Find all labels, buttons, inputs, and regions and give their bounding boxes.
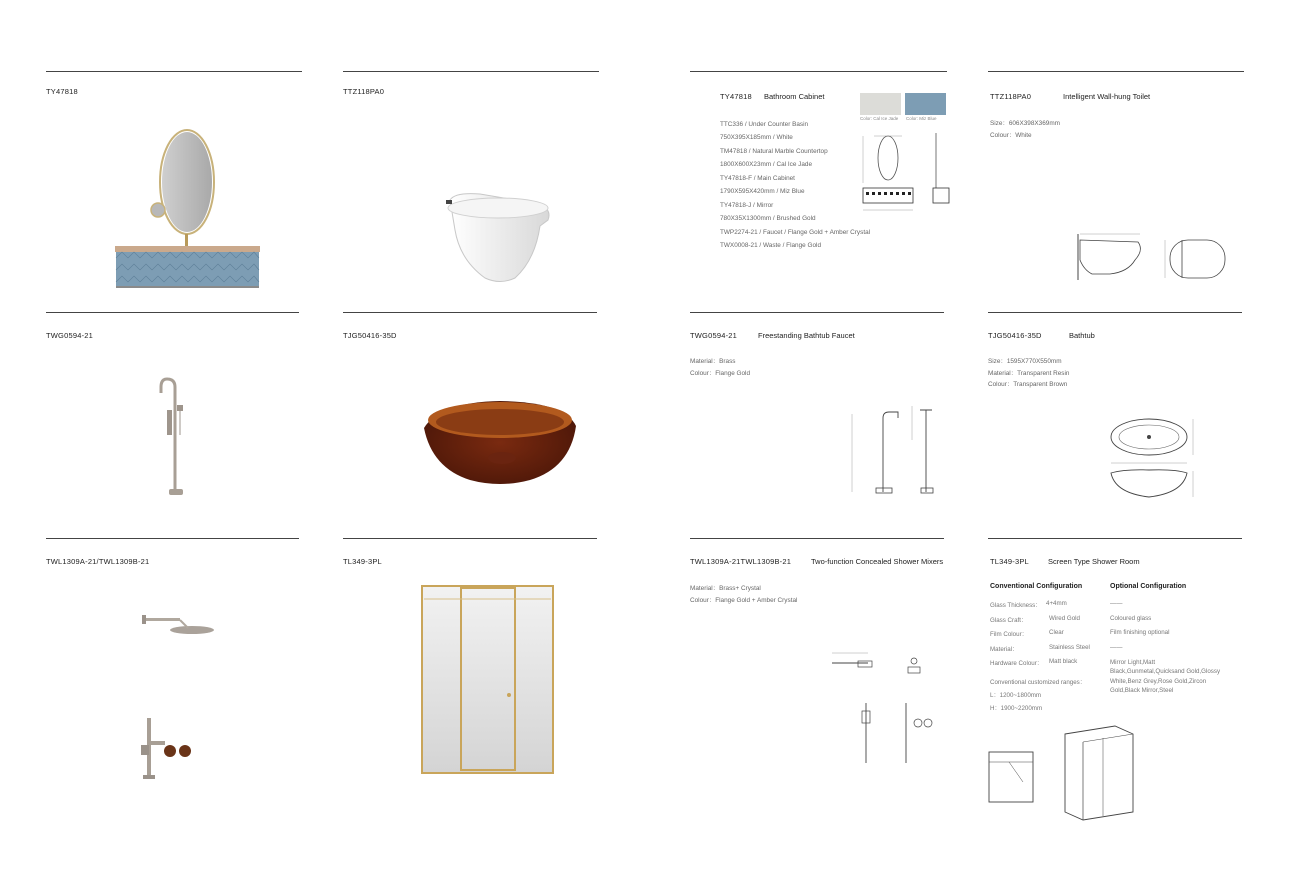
spec-line: 750X395X185mm / White bbox=[720, 134, 793, 141]
config-conv: Wired Gold bbox=[1049, 615, 1080, 622]
spec-line: 1790X595X420mm / Miz Blue bbox=[720, 188, 805, 195]
divider bbox=[343, 538, 597, 539]
product-code: TTZ118PA0 bbox=[343, 87, 385, 96]
divider bbox=[46, 312, 299, 313]
color-swatch-blue bbox=[905, 93, 946, 115]
config-opt: Film finishing optional bbox=[1110, 629, 1170, 636]
swatch-label: Color: Cal Ice Jade bbox=[860, 116, 899, 121]
product-code: TWL1309A-21/TWL1309B-21 bbox=[46, 557, 150, 566]
product-code: TJG50416-35D bbox=[988, 331, 1042, 340]
spec-line: TY47818-F / Main Cabinet bbox=[720, 175, 795, 182]
product-code: TWG0594-21 bbox=[690, 331, 738, 340]
config-label: Hardware Colour： bbox=[990, 660, 1043, 667]
config-label: Glass Thickness： bbox=[990, 602, 1042, 609]
spec-line: Material：Transparent Resin bbox=[988, 369, 1070, 377]
config-conv: Clear bbox=[1049, 629, 1064, 636]
product-title: Bathroom Cabinet bbox=[764, 92, 825, 101]
product-title: Freestanding Bathtub Faucet bbox=[758, 331, 855, 340]
optional-config-heading: Optional Configuration bbox=[1110, 583, 1187, 590]
config-opt: —— bbox=[1110, 644, 1123, 651]
divider bbox=[690, 312, 944, 313]
divider bbox=[690, 538, 944, 539]
spec-line: Material：Brass bbox=[690, 358, 736, 365]
divider bbox=[46, 71, 302, 72]
faucet-drawing-icon bbox=[848, 400, 943, 500]
cabinet-spec-list bbox=[720, 118, 870, 252]
shower-enclosure-icon bbox=[421, 585, 554, 775]
toilet-spec-list bbox=[990, 118, 1060, 142]
spec-line: Size：606X398X369mm bbox=[990, 120, 1060, 127]
config-label: Film Colour： bbox=[990, 631, 1028, 638]
shower-mixer-icon bbox=[137, 713, 192, 783]
spec-line: Material：Brass+ Crystal bbox=[690, 585, 761, 592]
spec-line: TM47818 / Natural Marble Countertop bbox=[720, 148, 828, 155]
config-label: Material： bbox=[990, 646, 1019, 653]
mixer-drawing-icon bbox=[828, 645, 943, 770]
spec-line: TWP2274-21 / Faucet / Flange Gold + Amber Crystal bbox=[720, 229, 871, 236]
divider bbox=[46, 538, 299, 539]
faucet-spec-list bbox=[690, 356, 750, 380]
swatch-label: Color: Miz Blue bbox=[906, 116, 937, 121]
mixer-spec-list bbox=[690, 583, 797, 607]
spec-line: 780X35X1300mm / Brushed Gold bbox=[720, 215, 816, 222]
range-h: H：1900~2200mm bbox=[990, 705, 1043, 712]
product-code: TWG0594-21 bbox=[46, 331, 94, 340]
divider bbox=[343, 312, 597, 313]
config-label: Glass Craft： bbox=[990, 617, 1028, 624]
config-conv: 4+4mm bbox=[1046, 600, 1067, 607]
cabinet-drawing-icon bbox=[858, 128, 954, 218]
spec-line: Colour：White bbox=[990, 132, 1032, 139]
product-code: TY47818 bbox=[720, 92, 752, 101]
product-code: TTZ118PA0 bbox=[990, 92, 1032, 101]
shower-room-drawing-icon bbox=[985, 722, 1135, 822]
shower-head-icon bbox=[142, 610, 217, 638]
range-label: Conventional customized ranges： bbox=[990, 679, 1086, 686]
spec-line: TY47818-J / Mirror bbox=[720, 202, 774, 209]
product-code: TL349-3PL bbox=[990, 557, 1029, 566]
spec-line: Colour：Transparent Brown bbox=[988, 381, 1068, 388]
amber-bathtub-icon bbox=[420, 398, 580, 486]
freestanding-faucet-icon bbox=[155, 375, 195, 500]
config-conv: Matt black bbox=[1049, 658, 1078, 665]
config-opt: Coloured glass bbox=[1110, 615, 1152, 622]
product-code: TJG50416-35D bbox=[343, 331, 397, 340]
spec-line: Colour：Flange Gold + Amber Crystal bbox=[690, 597, 798, 604]
config-conv: Stainless Steel bbox=[1049, 644, 1090, 651]
config-opt: —— bbox=[1110, 600, 1123, 607]
wall-hung-toilet-icon bbox=[440, 190, 555, 285]
product-code: TY47818 bbox=[46, 87, 78, 96]
spec-line: TWX0008-21 / Waste / Flange Gold bbox=[720, 242, 821, 249]
spec-line: Colour：Flange Gold bbox=[690, 370, 751, 377]
divider bbox=[988, 312, 1242, 313]
divider bbox=[690, 71, 947, 72]
product-code: TWL1309A-21TWL1309B-21 bbox=[690, 557, 792, 566]
divider bbox=[988, 538, 1242, 539]
spec-line: Size：1595X770X550mm bbox=[988, 358, 1062, 365]
product-title: Bathtub bbox=[1069, 331, 1095, 340]
toilet-drawing-icon bbox=[1070, 230, 1235, 285]
product-title: Two-function Concealed Shower Mixers bbox=[811, 557, 944, 566]
config-opt: Mirror Light,Matt Black,Gunmetal,Quicksand Gold,Glossy White,Benz Grey,Rose Gold,Zircon Gold,Black Mirror,Steel bbox=[1110, 659, 1221, 695]
spec-line: TTC336 / Under Counter Basin bbox=[720, 121, 809, 128]
spec-line: 1800X600X23mm / Cal Ice Jade bbox=[720, 161, 813, 168]
color-swatch-jade bbox=[860, 93, 901, 115]
product-title: Screen Type Shower Room bbox=[1048, 557, 1140, 566]
divider bbox=[343, 71, 599, 72]
mirror-vanity-icon bbox=[110, 128, 265, 293]
conventional-config-heading: Conventional Configuration bbox=[990, 583, 1083, 590]
bathtub-spec-list bbox=[988, 356, 1069, 391]
divider bbox=[988, 71, 1244, 72]
product-code: TL349-3PL bbox=[343, 557, 382, 566]
product-title: Intelligent Wall-hung Toilet bbox=[1063, 92, 1151, 101]
bathtub-drawing-icon bbox=[1105, 415, 1200, 505]
range-l: L：1200~1800mm bbox=[990, 692, 1042, 699]
